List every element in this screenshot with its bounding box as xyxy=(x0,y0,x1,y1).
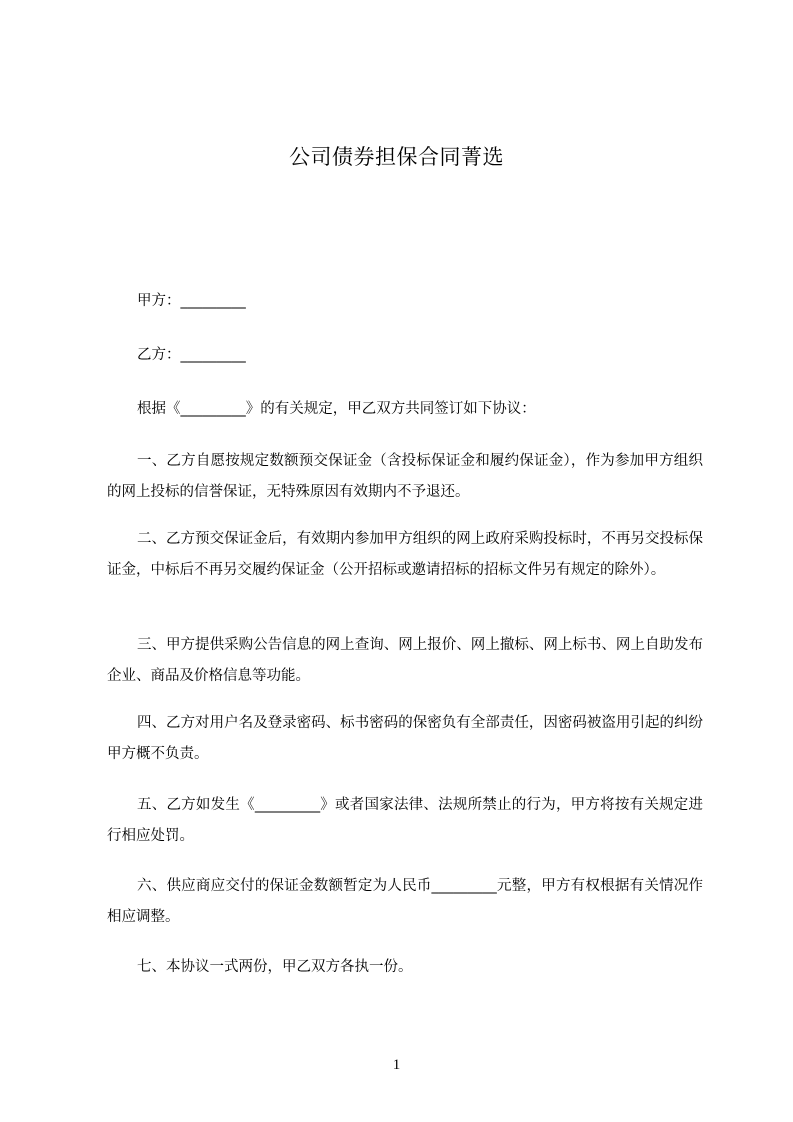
document-title: 公司债券担保合同菁选 xyxy=(289,145,504,169)
party-b-line: 乙方：_________ xyxy=(137,347,246,363)
clause-6: 六、供应商应交付的保证金数额暂定为人民币_________元整，甲方有权根据有关情况作相应调整。 xyxy=(107,878,703,925)
clause-1: 一、乙方自愿按规定数额预交保证金（含投标保证金和履约保证金），作为参加甲方组织的网上投标的信誉保证，无特殊原因有效期内不予退还。 xyxy=(107,453,703,500)
clause-2: 二、乙方预交保证金后，有效期内参加甲方组织的网上政府采购投标时，不再另交投标保证金，中标后不再另交履约保证金（公开招标或邀请招标的招标文件另有规定的除外）。 xyxy=(107,531,703,578)
clause-4: 四、乙方对用户名及登录密码、标书密码的保密负有全部责任，因密码被盗用引起的纠纷甲方概不负责。 xyxy=(107,715,703,762)
clause-3: 三、甲方提供采购公告信息的网上查询、网上报价、网上撤标、网上标书、网上自助发布企业、商品及价格信息等功能。 xyxy=(107,637,703,684)
preamble: 根据《_________》的有关规定，甲乙双方共同签订如下协议： xyxy=(137,401,536,417)
page-number: 1 xyxy=(392,1057,401,1073)
party-a-line: 甲方：_________ xyxy=(137,293,246,309)
clause-7: 七、本协议一式两份，甲乙双方各执一份。 xyxy=(137,959,413,975)
clause-5: 五、乙方如发生《_________》或者国家法律、法规所禁止的行为，甲方将按有关规定进行相应处罚。 xyxy=(107,797,703,844)
